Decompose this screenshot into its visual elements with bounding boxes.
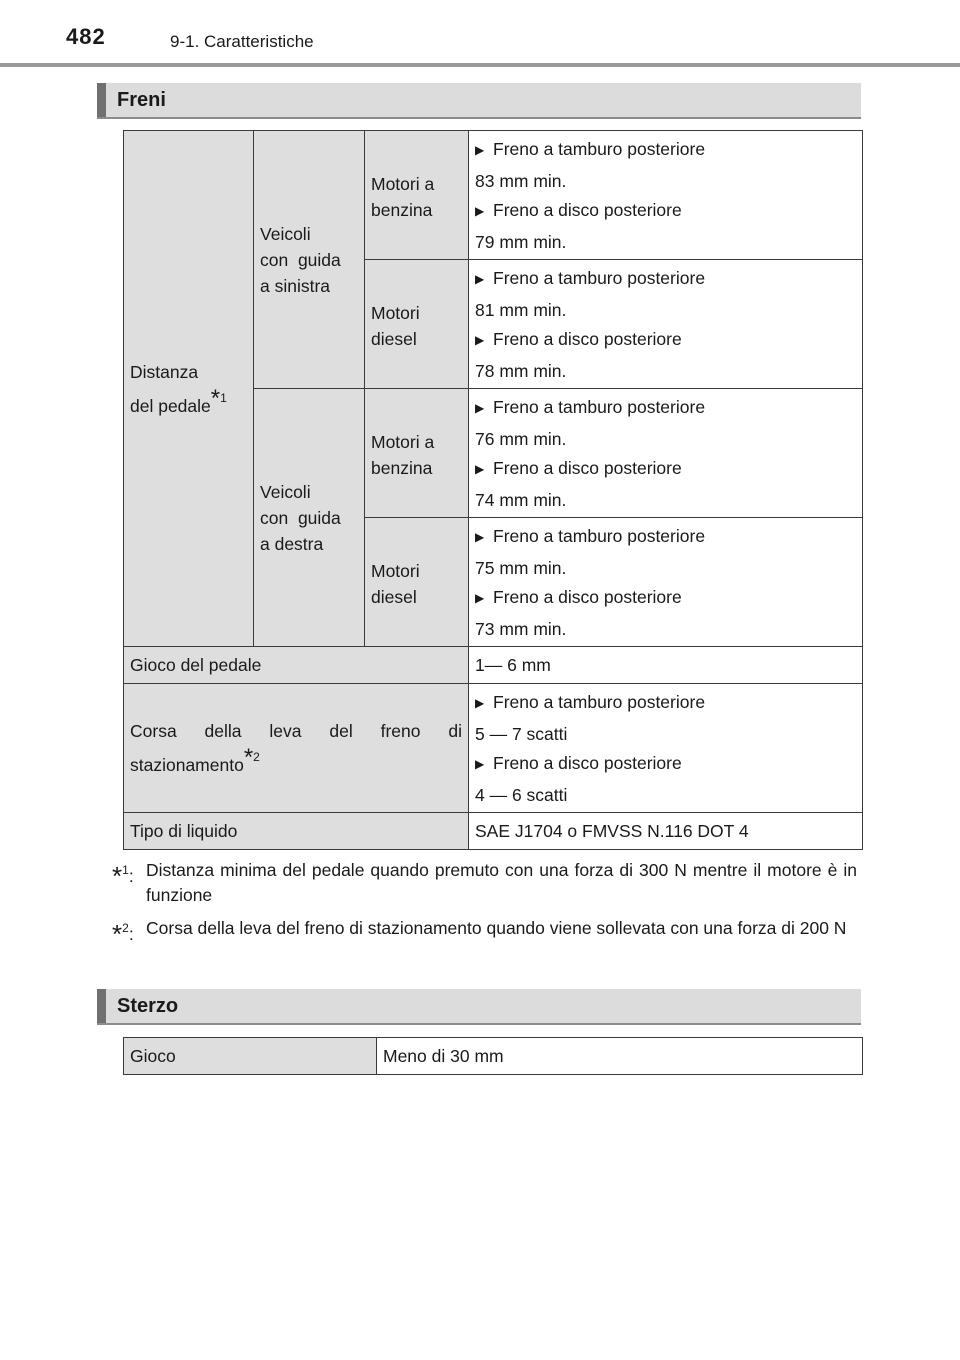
- section-accent: [97, 989, 106, 1023]
- table-row: [124, 131, 863, 260]
- page-header: [0, 0, 960, 68]
- header-rule: [0, 63, 960, 67]
- arrow-right-icon: ▶: [475, 333, 485, 347]
- section-bar-steering: [97, 989, 861, 1025]
- page-number: 482: [66, 24, 106, 49]
- arrow-right-icon: ▶: [475, 591, 485, 605]
- fluid-type-value: SAE J1704 o FMVSS N.116 DOT 4: [469, 813, 863, 850]
- spec-values: ▶ Freno a tamburo posteriore 5 — 7 scatti ▶ Freno a disco posteriore 4 — 6 scatti: [469, 684, 863, 813]
- arrow-right-icon: ▶: [475, 530, 485, 544]
- spec-values: ▶ Freno a tamburo posteriore 76 mm min. ▶ Freno a disco posteriore 74 mm min.: [469, 389, 863, 518]
- spec-values: ▶ Freno a tamburo posteriore 81 mm min. ▶ Freno a disco posteriore 78 mm min.: [469, 260, 863, 389]
- section-bar-brakes: [97, 83, 861, 119]
- arrow-right-icon: ▶: [475, 272, 485, 286]
- arrow-right-icon: ▶: [475, 401, 485, 415]
- steering-play-value: Meno di 30 mm: [377, 1038, 863, 1075]
- parking-lever-label: Corsa della leva del freno di stazionamento*$^2$: [124, 684, 469, 813]
- engine-label-petrol: Motori a benzina: [365, 131, 469, 260]
- section-accent: [97, 83, 106, 117]
- pedal-play-label: Gioco del pedale: [124, 647, 469, 684]
- table-row: [124, 684, 863, 813]
- spec-values: ▶ Freno a tamburo posteriore 75 mm min. ▶ Freno a disco posteriore 73 mm min.: [469, 518, 863, 647]
- footnote-marker: *: [243, 744, 254, 771]
- pedal-distance-label: Distanza del pedale*$^1$: [124, 131, 254, 647]
- steering-table: [123, 1037, 863, 1075]
- engine-label-diesel: Motori diesel: [365, 260, 469, 389]
- section-title-brakes: Freni: [117, 89, 166, 111]
- engine-label-petrol: Motori a benzina: [365, 389, 469, 518]
- lhd-vehicles-label: Veicoli con guida a sinistra: [254, 131, 365, 389]
- table-row: [124, 1038, 863, 1075]
- arrow-right-icon: ▶: [475, 696, 485, 710]
- footnote-1: *$^1$: Distanza minima del pedale quando premuto con una forza di 300 N mentre il motore è in funzione: [112, 860, 857, 905]
- footnote-2: *$^2$: Corsa della leva del freno di stazionamento quando viene sollevata con una forza di 200 N: [112, 918, 847, 949]
- footnotes: [112, 858, 857, 949]
- arrow-right-icon: ▶: [475, 462, 485, 476]
- spec-values: ▶ Freno a tamburo posteriore 83 mm min. ▶ Freno a disco posteriore 79 mm min.: [469, 131, 863, 260]
- steering-play-label: Gioco: [124, 1038, 377, 1075]
- brakes-table: [123, 130, 863, 850]
- rhd-vehicles-label: Veicoli con guida a destra: [254, 389, 365, 647]
- table-row: [124, 647, 863, 684]
- engine-label-diesel: Motori diesel: [365, 518, 469, 647]
- section-path: 9-1. Caratteristiche: [170, 32, 314, 51]
- fluid-type-label: Tipo di liquido: [124, 813, 469, 850]
- arrow-right-icon: ▶: [475, 204, 485, 218]
- section-title-steering: Sterzo: [117, 995, 179, 1017]
- arrow-right-icon: ▶: [475, 757, 485, 771]
- table-row: [124, 813, 863, 850]
- footnote-marker: *: [210, 384, 221, 412]
- pedal-play-value: 1— 6 mm: [469, 647, 863, 684]
- arrow-right-icon: ▶: [475, 143, 485, 157]
